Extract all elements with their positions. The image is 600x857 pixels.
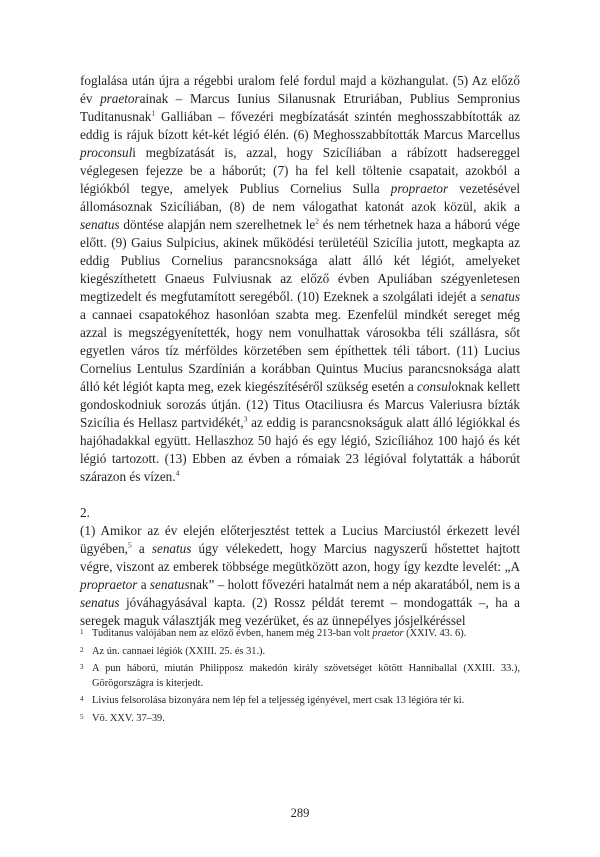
text-run: és nem térhetnek haza a háború vége előtt. (9) Gaius Sulpicius, akinek működési területéül Szicília jutott, megkapta az eddig Publius Cornelius parancsnoksága alatt álló két légiót, amelyeket kiegészíthetett Gnaeus Fulviusnak az előző évben Apuliában szégyenletesen megtizedelt és megfutamított seregéből. (10) Ezeknek a szolgálati idejét a — [80, 217, 520, 304]
text-run: (1) Amikor az év elején előterjesztést tettek a Lucius Marciustól érkezett levél ügyében, — [80, 523, 520, 556]
italic-term: praetor — [372, 628, 404, 639]
footnote-mark: 2 — [80, 645, 84, 654]
footnote-3 — [80, 662, 520, 691]
italic-term: senatus — [149, 577, 190, 592]
footnote-text — [92, 695, 464, 706]
page-number: 289 — [290, 806, 310, 820]
footnote-mark: 5 — [80, 712, 84, 721]
text-run: oknak kellett gondoskodniuk sorozás útján. (12) Titus Otaciliusra és Marcus Valeriusra bízták Szicília és Hellasz partvidékét, — [80, 379, 521, 430]
paragraph-1 — [80, 72, 520, 486]
text-run: az eddig is parancsnokságuk alatt álló légiókkal és hajóhadakkal együtt. Hellaszhoz 50 hajó és egy légió, Szicíliához 100 hajó és két légió tartozott. (13) Ebben az évben a rómaiak 23 légióval folytatták a háborút szárazon és vízen. — [80, 415, 520, 484]
footnote-text — [92, 646, 265, 657]
text-run: Tuditanus valójában nem az előző évben, hanem még 213-ban volt — [92, 628, 373, 639]
italic-term: propraetor — [80, 577, 138, 592]
footnote-2 — [80, 645, 520, 660]
text-run: Vö. XXV. 37–39. — [92, 712, 165, 724]
text-run: vezetésével állomásoznak Szicíliában, (8) de nem válogathat katonát azok közül, akik a — [80, 181, 520, 214]
italic-term: consul — [417, 379, 452, 394]
footnote-reference: 2 — [315, 216, 319, 226]
footnote-1 — [80, 627, 520, 642]
text-run: a — [137, 577, 150, 592]
text-run: úgy vélekedett, hogy Marcius nagyszerű hőstettet hajtott végre, viszont az emberek többsége megütközött azon, hogy így kezdte levelét: „A — [80, 541, 520, 574]
text-run: nak” – holott fővezéri hatalmát nem a nép akaratából, nem is a — [189, 577, 520, 592]
footnote-text — [92, 713, 165, 724]
footnote-mark: 4 — [80, 695, 84, 703]
italic-term: propraetor — [390, 181, 449, 196]
text-run: Livius felsorolása bizonyára nem lép fel a teljesség igényével, mert csak 13 légióra tér ki. — [92, 695, 465, 706]
italic-term: senatus — [80, 595, 120, 610]
text-run: foglalása után újra a régebbi uralom felé fordul majd a közhangulat. (5) Az előző év — [80, 73, 520, 106]
italic-term: praetor — [100, 91, 140, 106]
text-run: Az ún. cannaei légiók (XXIII. 25. és 31.). — [92, 645, 266, 657]
text-run: döntése alapján nem szerelhetnek le — [119, 217, 316, 232]
text-run: ainak – Marcus Iunius Silanusnak Etruriában, Publius Sempronius Tuditanusnak — [80, 91, 520, 124]
text-run: jóváhagyásával kapta. (2) Rossz példát teremt – mondogatták –, ha a seregek maguk választják meg vezérüket, és az ünnepélyes jósjelkéréssel — [80, 595, 520, 628]
footnote-4 — [80, 694, 520, 709]
footnote-reference: 1 — [151, 108, 156, 118]
footnotes — [80, 627, 520, 729]
footnote-mark: 1 — [80, 628, 84, 636]
text-run: (XXIV. 43. 6). — [403, 628, 467, 639]
footnote-reference: 5 — [127, 540, 132, 550]
italic-term: senatus — [80, 217, 120, 232]
text-run: Galliában – fővezéri megbízatását szintén meghosszabbították az eddig is rájuk bízott két-két légió élén. (6) Meghosszabbították Marcus Marcellus — [80, 109, 520, 142]
main-text — [80, 72, 520, 630]
text-run: i megbízatását is, azzal, hogy Szicíliában a rábízott hadsereggel véglegesen fejezze be a háborút; (7) ha fel kell töltenie csapatait, azokból a légiókból tegye, amelyek Publius Cornelius Sulla — [80, 145, 520, 196]
footnote-5 — [80, 712, 520, 727]
italic-term: senatus — [480, 289, 520, 304]
italic-term: senatus — [151, 541, 192, 556]
text-run: a cannaei csapatokéhoz hasonlóan szabta meg. Ezenfelül mindkét sereget még azzal is megszégyenítették, hogy nem vonulhattak városokba téli szállásra, sőt egyetlen város tíz mérföldes körzetében sem építhettek téli tábort. (11) Lucius Cornelius Lentulus Szardínián a korábban Quintus Mucius parancsnoksága alatt álló két légiót kapta meg, ezek kiegészítéséről szükség esetén a — [80, 307, 520, 394]
italic-term: proconsul — [80, 145, 133, 160]
text-run: A pun háború, miután Philipposz makedón király szövetséget kötött Hanniballal (XXIII. 33.), Görögországra is kiterjedt. — [92, 663, 520, 689]
section-number: 2. — [80, 505, 90, 520]
footnote-text — [92, 663, 520, 689]
paragraph-2 — [80, 522, 520, 630]
text-run: a — [131, 541, 152, 556]
footnote-reference: 3 — [243, 414, 248, 424]
footnote-reference: 4 — [175, 468, 180, 478]
footnote-text — [92, 628, 466, 639]
footnote-mark: 3 — [80, 663, 84, 671]
page-body — [80, 72, 520, 630]
